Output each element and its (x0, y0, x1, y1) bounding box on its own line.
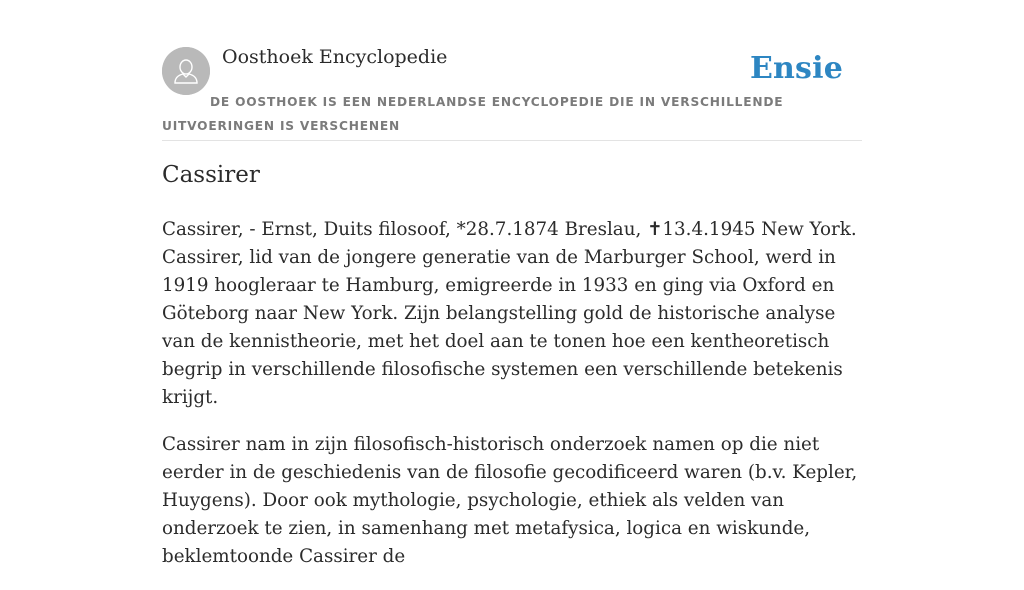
source-header (162, 0, 862, 141)
ensie-logo-link[interactable]: Ensie (749, 51, 843, 86)
entry-paragraph-1: Cassirer, - Ernst, Duits filosoof, *28.7.1874 Breslau, ✝13.4.1945 New York. Cassirer, lid van de jongere generatie van de Marburger School, werd in 1919 hoogleraar te Hamburg, emigreerde in 1933 en ging via Oxford en Göteborg naar New York. Zijn belangstelling gold de historische analyse van de kennistheorie, met het doel aan te tonen hoe een kentheoretisch begrip in verschillende filosofische systemen een verschillende betekenis krijgt. (162, 219, 857, 408)
entry-title: Cassirer (162, 162, 260, 188)
page-container (162, 0, 862, 567)
user-silhouette-icon[interactable] (162, 47, 210, 95)
source-description: DE OOSTHOEK IS EEN NEDERLANDSE ENCYCLOPEDIE DIE IN VERSCHILLENDE UITVOERINGEN IS VERSCHENEN (162, 95, 784, 133)
source-title[interactable]: Oosthoek Encyclopedie (222, 46, 448, 68)
entry-body (162, 216, 866, 590)
entry-paragraph-2: Cassirer nam in zijn filosofisch-historisch onderzoek namen op die niet eerder in de geschiedenis van de filosofie gecodificeerd waren (b.v. Kepler, Huygens). Door ook mythologie, psychologie, ethiek als velden van onderzoek te zien, in samenhang met metafysica, logica en wiskunde, beklemtoonde Cassirer de (162, 434, 858, 567)
